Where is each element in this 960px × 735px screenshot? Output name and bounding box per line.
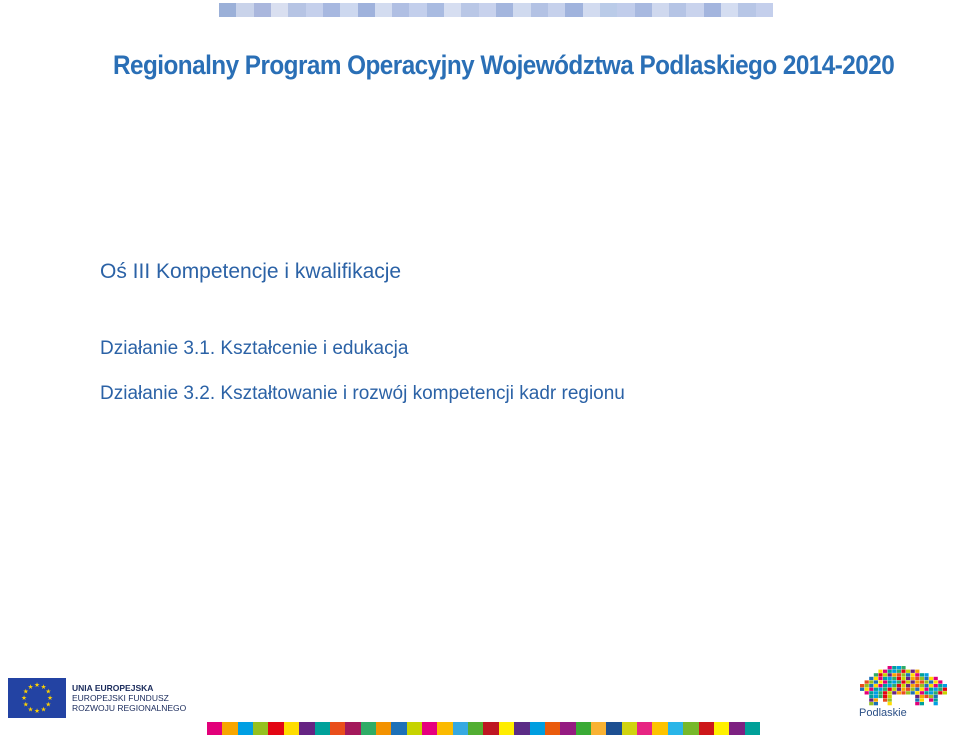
bison-tile: [888, 702, 892, 705]
bottom-strip-segment: [207, 722, 222, 735]
top-strip-segment: [219, 3, 236, 17]
action-item-3-2: Działanie 3.2. Kształtowanie i rozwój kompetencji kadr regionu: [100, 383, 625, 404]
bottom-strip-segment: [483, 722, 498, 735]
bottom-strip-segment: [576, 722, 591, 735]
bottom-strip-segment: [468, 722, 483, 735]
bison-tile: [934, 698, 938, 701]
bison-tile: [906, 673, 910, 676]
bison-tile: [897, 680, 901, 683]
bottom-strip-segment: [299, 722, 314, 735]
top-strip-segment: [254, 3, 271, 17]
eu-star-icon: ★: [27, 706, 34, 714]
bottom-strip-segment: [530, 722, 545, 735]
eu-star-icon: ★: [40, 683, 47, 691]
bison-tile: [920, 691, 924, 694]
bison-tile: [915, 695, 919, 698]
eu-star-icon: ★: [22, 701, 29, 709]
bison-tile: [897, 673, 901, 676]
bison-tile: [878, 680, 882, 683]
eu-star-icon: ★: [34, 708, 40, 716]
bison-tile: [929, 680, 933, 683]
bison-tile: [929, 691, 933, 694]
bison-tile: [915, 680, 919, 683]
bison-tile: [860, 688, 864, 691]
bottom-strip-segment: [253, 722, 268, 735]
top-strip-segment: [635, 3, 652, 17]
top-strip-segment: [531, 3, 548, 17]
top-strip-segment: [323, 3, 340, 17]
bison-tile: [915, 670, 919, 673]
bison-tile: [906, 680, 910, 683]
bison-tile: [906, 670, 910, 673]
bison-tile: [906, 691, 910, 694]
top-strip-segment: [479, 3, 496, 17]
eu-logo-line-1: UNIA EUROPEJSKA: [72, 683, 154, 693]
top-strip-segment: [461, 3, 478, 17]
bison-tile: [901, 680, 905, 683]
bison-tile: [911, 684, 915, 687]
bottom-strip-segment: [499, 722, 514, 735]
bison-tile: [874, 673, 878, 676]
bison-tile: [897, 684, 901, 687]
program-title: Regionalny Program Operacyjny Województwa Podlaskiego 2014-2020: [113, 50, 895, 80]
bottom-strip-segment: [668, 722, 683, 735]
bison-tile: [874, 684, 878, 687]
top-strip-segment: [340, 3, 357, 17]
bison-tile: [934, 677, 938, 680]
bottom-decorative-strip: [207, 722, 760, 735]
bison-tile: [865, 691, 869, 694]
top-strip-segment: [306, 3, 323, 17]
bison-tile: [929, 684, 933, 687]
bison-tile: [897, 670, 901, 673]
top-strip-segment: [669, 3, 686, 17]
bison-tile: [888, 684, 892, 687]
bison-tile: [901, 677, 905, 680]
bison-tile: [924, 677, 928, 680]
bison-tile: [911, 677, 915, 680]
podlaskie-label: Podlaskie: [859, 707, 907, 719]
bottom-strip-segment: [652, 722, 667, 735]
top-strip-segment: [358, 3, 375, 17]
top-strip-segment: [288, 3, 305, 17]
top-strip-segment: [600, 3, 617, 17]
bison-tile: [920, 695, 924, 698]
bison-tile: [874, 680, 878, 683]
bison-tile: [901, 670, 905, 673]
eu-star-icon: ★: [21, 695, 27, 703]
bison-tile: [869, 691, 873, 694]
bison-tile: [892, 673, 896, 676]
eu-star-icon: ★: [47, 695, 53, 703]
bottom-strip-segment: [407, 722, 422, 735]
bison-tile: [869, 680, 873, 683]
bison-tile: [915, 688, 919, 691]
bison-tile: [920, 673, 924, 676]
bottom-strip-segment: [683, 722, 698, 735]
bison-tile: [924, 680, 928, 683]
bison-tile: [915, 684, 919, 687]
bottom-strip-segment: [284, 722, 299, 735]
bottom-strip-segment: [622, 722, 637, 735]
bottom-strip-segment: [422, 722, 437, 735]
bison-tile: [878, 688, 882, 691]
top-strip-segment: [565, 3, 582, 17]
eu-logo-line-3: ROZWOJU REGIONALNEGO: [72, 703, 187, 713]
bottom-strip-segment: [345, 722, 360, 735]
bison-tile: [920, 684, 924, 687]
eu-star-icon: ★: [45, 701, 52, 709]
top-strip-segment: [375, 3, 392, 17]
bison-icon: [856, 664, 956, 708]
bottom-strip-segment: [330, 722, 345, 735]
bison-tile: [883, 673, 887, 676]
bison-tile: [888, 680, 892, 683]
top-strip-segment: [513, 3, 530, 17]
podlaskie-logo: [856, 664, 956, 724]
top-strip-segment: [236, 3, 253, 17]
bison-tile: [892, 670, 896, 673]
bison-tile: [878, 695, 882, 698]
bison-tile: [869, 698, 873, 701]
bison-tile: [901, 688, 905, 691]
bison-tile: [878, 677, 882, 680]
bison-tile: [943, 684, 947, 687]
bison-tile: [915, 673, 919, 676]
top-strip-segment: [427, 3, 444, 17]
bison-tile: [897, 691, 901, 694]
bison-tile: [943, 688, 947, 691]
bison-tile: [934, 695, 938, 698]
top-strip-segment: [583, 3, 600, 17]
eu-star-icon: ★: [45, 688, 52, 696]
bottom-strip-segment: [391, 722, 406, 735]
bottom-strip-segment: [268, 722, 283, 735]
bottom-strip-segment: [545, 722, 560, 735]
top-strip-segment: [738, 3, 755, 17]
eu-star-icon: ★: [40, 706, 47, 714]
top-strip-segment: [652, 3, 669, 17]
bottom-strip-segment: [637, 722, 652, 735]
top-strip-segment: [721, 3, 738, 17]
top-strip-segment: [444, 3, 461, 17]
top-strip-segment: [686, 3, 703, 17]
bison-tile: [869, 695, 873, 698]
eu-star-icon: ★: [27, 683, 34, 691]
bison-tile: [869, 684, 873, 687]
bison-tile: [883, 698, 887, 701]
bottom-strip-segment: [376, 722, 391, 735]
bison-tile: [920, 677, 924, 680]
bison-tile: [938, 680, 942, 683]
top-strip-segment: [548, 3, 565, 17]
bison-tile: [911, 680, 915, 683]
action-item-3-1: Działanie 3.1. Kształcenie i edukacja: [100, 338, 409, 359]
bison-tile: [878, 670, 882, 673]
bison-tile: [878, 673, 882, 676]
top-strip-segment: [271, 3, 288, 17]
bison-tile: [878, 684, 882, 687]
bison-tile: [865, 680, 869, 683]
bottom-strip-segment: [729, 722, 744, 735]
bottom-strip-segment: [437, 722, 452, 735]
bison-tile: [892, 691, 896, 694]
bison-tile: [874, 695, 878, 698]
bison-tile: [897, 688, 901, 691]
bottom-strip-segment: [315, 722, 330, 735]
bison-tile: [938, 684, 942, 687]
bison-tile: [888, 691, 892, 694]
eu-logo: [8, 678, 187, 718]
bison-tile: [892, 677, 896, 680]
bison-tile: [901, 691, 905, 694]
eu-star-icon: ★: [22, 688, 29, 696]
bottom-strip-segment: [514, 722, 529, 735]
bison-tile: [878, 691, 882, 694]
eu-star-icon: ★: [34, 682, 40, 690]
top-strip-segment: [392, 3, 409, 17]
bison-tile: [869, 677, 873, 680]
bison-tile: [874, 702, 878, 705]
bottom-strip-segment: [238, 722, 253, 735]
bison-tile: [883, 684, 887, 687]
bison-tile: [860, 684, 864, 687]
bison-tile: [888, 673, 892, 676]
bottom-strip-segment: [222, 722, 237, 735]
bison-tile: [883, 680, 887, 683]
top-strip-segment: [409, 3, 426, 17]
bison-tile: [915, 691, 919, 694]
top-decorative-strip: [219, 3, 773, 17]
bison-tile: [901, 666, 905, 669]
bison-tile: [938, 691, 942, 694]
bison-tile: [906, 688, 910, 691]
bison-tile: [924, 695, 928, 698]
bison-tile: [920, 688, 924, 691]
bison-tile: [892, 680, 896, 683]
eu-logo-line-2: EUROPEJSKI FUNDUSZ: [72, 693, 169, 703]
bison-tile: [901, 684, 905, 687]
bison-tile: [874, 677, 878, 680]
bison-tile: [911, 691, 915, 694]
bison-tile: [874, 688, 878, 691]
bison-tile: [915, 702, 919, 705]
bison-tile: [865, 688, 869, 691]
eu-flag-icon: [8, 678, 66, 718]
bison-tile: [929, 688, 933, 691]
bison-tile: [883, 688, 887, 691]
bison-tile: [924, 673, 928, 676]
bison-tile: [874, 691, 878, 694]
bison-tile: [929, 695, 933, 698]
bison-tile: [911, 673, 915, 676]
bison-tile: [869, 688, 873, 691]
bison-tile: [892, 688, 896, 691]
bison-tile: [934, 684, 938, 687]
bottom-strip-segment: [745, 722, 760, 735]
bison-tile: [938, 688, 942, 691]
bison-tile: [915, 677, 919, 680]
bison-tile: [924, 688, 928, 691]
bison-tile: [934, 691, 938, 694]
bottom-strip-segment: [361, 722, 376, 735]
axis-title: Oś III Kompetencje i kwalifikacje: [100, 260, 402, 283]
bison-tile: [915, 698, 919, 701]
top-strip-segment: [617, 3, 634, 17]
bison-tile: [906, 677, 910, 680]
bison-tile: [869, 702, 873, 705]
bison-tile: [888, 698, 892, 701]
bison-tile: [929, 698, 933, 701]
bison-tile: [897, 666, 901, 669]
bison-tile: [929, 677, 933, 680]
bison-tile: [888, 666, 892, 669]
bottom-strip-segment: [714, 722, 729, 735]
eu-logo-text: [72, 683, 186, 713]
bison-tile: [911, 688, 915, 691]
bison-tile: [888, 670, 892, 673]
bison-tile: [888, 688, 892, 691]
bison-tile: [920, 680, 924, 683]
bison-tile: [911, 670, 915, 673]
bison-tile: [901, 673, 905, 676]
top-strip-segment: [704, 3, 721, 17]
bison-tile: [883, 670, 887, 673]
bottom-strip-segment: [560, 722, 575, 735]
bison-tile: [934, 702, 938, 705]
bison-tile: [874, 698, 878, 701]
bison-tile: [883, 695, 887, 698]
bottom-strip-segment: [591, 722, 606, 735]
bison-tile: [883, 691, 887, 694]
bison-tile: [934, 680, 938, 683]
top-strip-segment: [496, 3, 513, 17]
bottom-strip-segment: [453, 722, 468, 735]
bison-tile: [920, 702, 924, 705]
bottom-strip-segment: [699, 722, 714, 735]
bison-tile: [906, 684, 910, 687]
bison-tile: [892, 684, 896, 687]
bison-tile: [924, 691, 928, 694]
top-strip-segment: [756, 3, 773, 17]
bison-tile: [934, 688, 938, 691]
bison-tile: [920, 698, 924, 701]
bison-tile: [924, 684, 928, 687]
bison-tile: [943, 691, 947, 694]
bison-tile: [897, 677, 901, 680]
bison-tile: [892, 666, 896, 669]
bottom-strip-segment: [606, 722, 621, 735]
bison-tile: [883, 677, 887, 680]
bison-tile: [888, 695, 892, 698]
bison-tile: [888, 677, 892, 680]
bison-tile: [865, 684, 869, 687]
